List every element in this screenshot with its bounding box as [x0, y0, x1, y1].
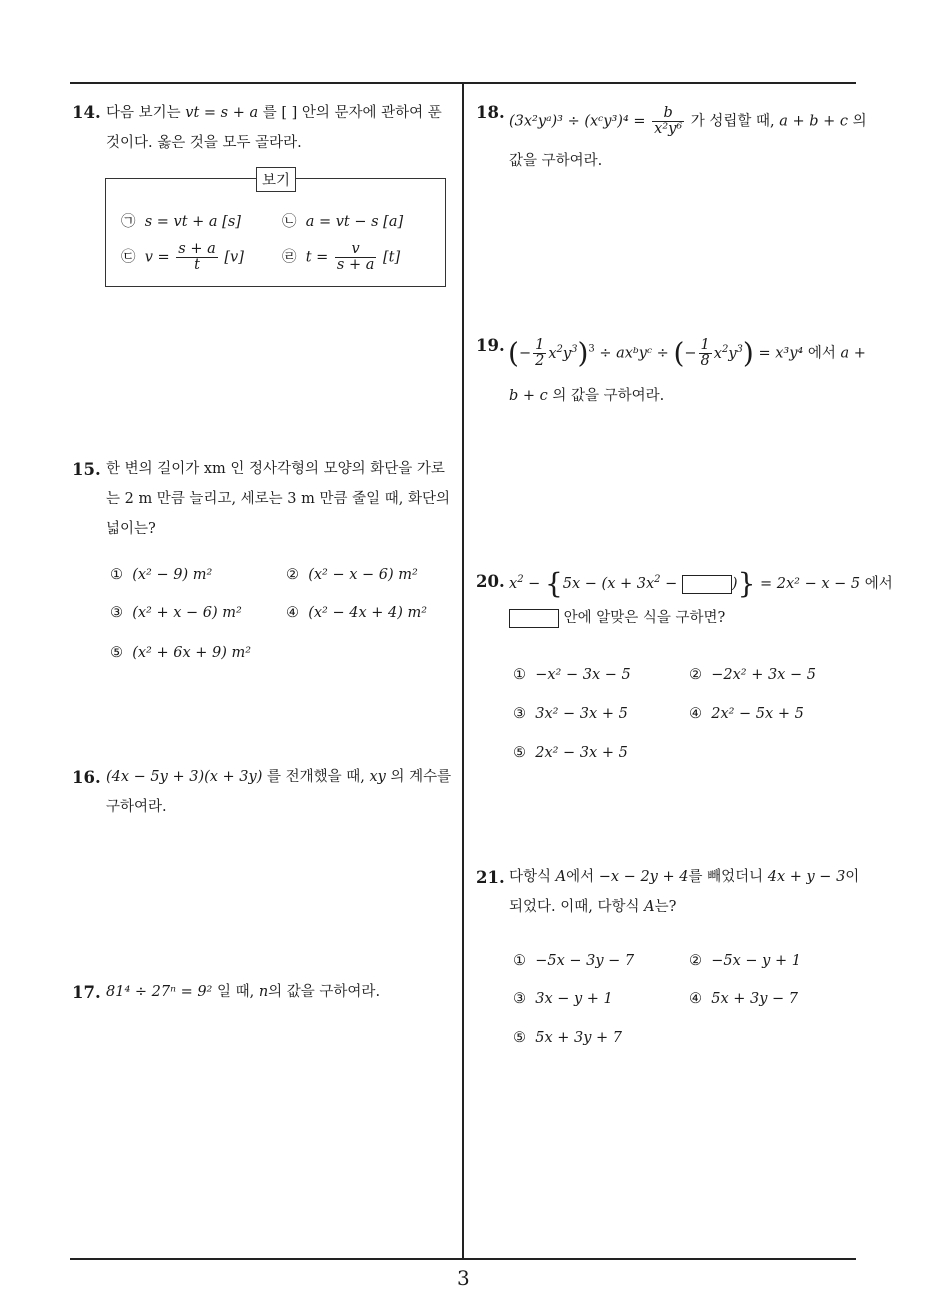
- answer-option[interactable]: ③ 3x − y + 1: [513, 991, 613, 1007]
- answer-option[interactable]: ③ 3x² − 3x + 5: [513, 706, 628, 722]
- question-text: (− $\frac{1}{2}$ $x^2y^3)^3$ ÷ axᵇyᶜ ÷ (− $\frac{1}{8}$ $x^2y^3) = x^3y^4$ 에서 a +: [508, 336, 866, 370]
- answer-blank: [509, 609, 559, 628]
- answer-option[interactable]: ④ (x² − 4x + 4) m²: [286, 605, 428, 621]
- column-divider: [462, 82, 464, 1260]
- question-text-line2: 값을 구하여라.: [509, 153, 603, 169]
- example-item: ㉠ s = vt + a [s]: [121, 214, 241, 230]
- page-number: 3: [457, 1266, 470, 1290]
- question-number: 14.: [72, 103, 101, 122]
- answer-option[interactable]: ⑤ 2x² − 3x + 5: [513, 745, 628, 761]
- answer-option[interactable]: ① −x² − 3x − 5: [513, 667, 631, 683]
- answer-option[interactable]: ④ 2x² − 5x + 5: [689, 706, 804, 722]
- answer-option[interactable]: ④ 5x + 3y − 7: [689, 991, 798, 1007]
- question-text: (3x²yᵃ)³ ÷ (xᶜy³)⁴ = $\frac{b}{\text{x²y⁶}}$ 가 성립할 때, a + b + c 의: [509, 105, 867, 137]
- answer-option[interactable]: ② −5x − y + 1: [689, 953, 801, 969]
- question-number: 19.: [476, 336, 505, 355]
- question-text: 다음 보기는 vt = s + a 를 [ ] 안의 문자에 관하여 푼 것이다. 옳은 것을 모두 골라라.: [106, 105, 442, 151]
- example-item: ㉡ a = vt − s [a]: [282, 214, 404, 230]
- question-text: $x^2 - \{5x - (x + 3x^2$ − )} = 2x² − x − 5 에서: [509, 567, 893, 600]
- example-item: ㉢ v = $\frac{s + a}{t}$ [v]: [121, 241, 244, 273]
- question-text-line2: 안에 알맞은 식을 구하면?: [509, 606, 725, 628]
- bottom-rule: [70, 1258, 856, 1260]
- answer-option[interactable]: ① −5x − 3y − 7: [513, 953, 635, 969]
- answer-option[interactable]: ⑤ 5x + 3y + 7: [513, 1030, 622, 1046]
- question-number: 20.: [476, 572, 505, 591]
- question-number: 15.: [72, 460, 101, 479]
- question-text: 한 변의 길이가 xm 인 정사각형의 모양의 화단을 가로 는 2 m 만큼 늘리고, 세로는 3 m 만큼 줄일 때, 화단의 넓이는?: [106, 461, 450, 537]
- example-item: ㉣ t = $\frac{v}{s + a}$ [t]: [282, 241, 401, 273]
- answer-option[interactable]: ② (x² − x − 6) m²: [286, 567, 418, 583]
- question-text: (4x − 5y + 3)(x + 3y) 를 전개했을 때, xy 의 계수를 구하여라.: [106, 769, 452, 815]
- question-text-line2: b + c 의 값을 구하여라.: [509, 388, 665, 404]
- question-number: 17.: [72, 983, 101, 1002]
- answer-option[interactable]: ① (x² − 9) m²: [110, 567, 213, 583]
- question-number: 16.: [72, 768, 101, 787]
- question-text: 81⁴ ÷ 27ⁿ = 9² 일 때, n의 값을 구하여라.: [106, 984, 381, 1000]
- answer-option[interactable]: ③ (x² + x − 6) m²: [110, 605, 242, 621]
- question-number: 21.: [476, 868, 505, 887]
- answer-blank: [682, 575, 732, 594]
- answer-option[interactable]: ⑤ (x² + 6x + 9) m²: [110, 645, 252, 661]
- question-number: 18.: [476, 103, 505, 122]
- example-box-title: 보기: [256, 167, 296, 192]
- question-text: 다항식 A에서 −x − 2y + 4를 빼었더니 4x + y − 3이 되었다. 이때, 다항식 A는?: [509, 869, 860, 915]
- answer-option[interactable]: ② −2x² + 3x − 5: [689, 667, 816, 683]
